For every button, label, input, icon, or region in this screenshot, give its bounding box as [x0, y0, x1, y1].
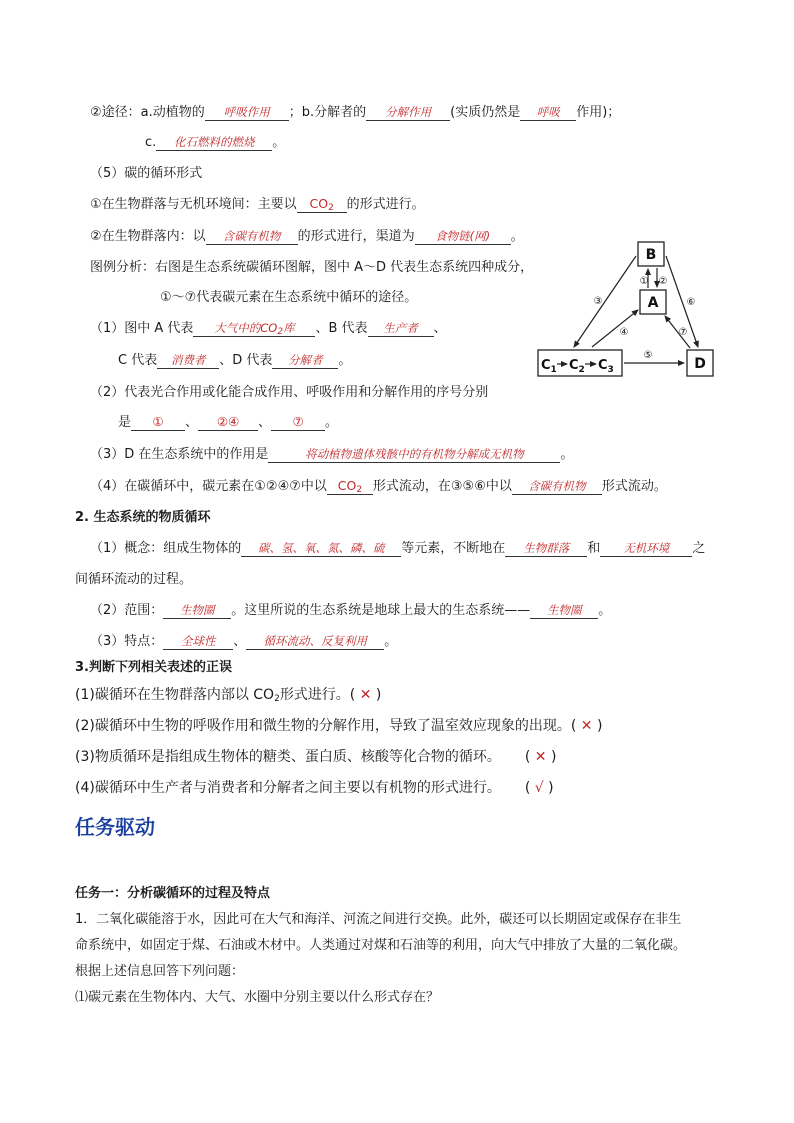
blank-elements: 碳、氢、氧、氮、磷、硫	[241, 540, 401, 557]
concept-line-2: 间循环流动的过程。	[75, 572, 193, 587]
question-1-line-2: C 代表 消费者 、D 代表 分解者 。	[118, 353, 352, 368]
concept-line-1: （1）概念：组成生物体的 碳、氢、氧、氮、磷、硫 等元素，不断地在 生物群落 和 无机环境 之	[90, 541, 706, 556]
pathway-line-c: c. 化石燃料的燃烧 。	[145, 135, 286, 150]
blank-d-role: 将动植物遗体残骸中的有机物分解成无机物	[268, 446, 560, 463]
blank-respiration-no: ②④	[198, 414, 258, 431]
blank-respiration: 呼吸作用	[205, 104, 289, 121]
cycle-form-line-2: ②在生物群落内：以 含碳有机物 的形式进行，渠道为 食物链(网) 。	[90, 229, 524, 244]
task-1-paragraph-line-3: 根据上述信息回答下列问题：	[75, 964, 245, 979]
question-3: （3）D 在生态系统中的作用是 将动植物遗体残骸中的有机物分解成无机物 。	[90, 447, 574, 462]
question-4: （4）在碳循环中，碳元素在①②④⑦中以 $CO_2$ 形式流动，在③⑤⑥中以 含碳有机物 形式流动。	[90, 478, 667, 495]
label-c2: $C_2$	[569, 358, 585, 375]
judgement-1: (1)碳循环在生物群落内部以 $CO_2$形式进行。( ✕ )	[75, 687, 382, 704]
blank-biosphere-1: 生物圈	[163, 602, 231, 619]
blank-fossil-fuel: 化石燃料的燃烧	[156, 134, 272, 151]
blank-decomposition-no: ⑦	[271, 414, 325, 431]
blank-c: 消费者	[157, 352, 219, 369]
diagram-intro-line-1: 图例分析：右图是生态系统碳循环图解，图中 A～D 代表生态系统四种成分，	[90, 260, 534, 275]
label-n1: ①	[639, 276, 649, 287]
label-n7: ⑦	[678, 327, 688, 338]
blank-organic-carbon: 含碳有机物	[206, 228, 298, 245]
section-heading-task-driven: 任务驱动	[75, 815, 155, 839]
carbon-cycle-diagram	[532, 240, 722, 382]
question-1-line-1: （1）图中 A 代表 大气中的$CO_2$库 、B 代表 生产者 、	[90, 321, 447, 337]
label-n3: ③	[593, 296, 603, 307]
blank-cycling: 循环流动、反复利用	[246, 633, 384, 650]
judgement-4: (4)碳循环中生产者与消费者和分解者之间主要以有机物的形式进行。 ( √ )	[75, 780, 554, 796]
label-c1: $C_1$	[541, 358, 557, 375]
blank-co2: $CO_2$	[297, 196, 347, 213]
pathway-line-a-b: ②途径：a.动植物的 呼吸作用 ；b.分解者的 分解作用 (实质仍然是 呼吸 作用)；	[90, 105, 621, 120]
label-n2: ②	[658, 276, 668, 287]
label-d: D	[694, 356, 706, 372]
arrow-c-to-a	[592, 310, 638, 347]
blank-organic-flow: 含碳有机物	[512, 478, 602, 495]
blank-respiration-essence: 呼吸	[520, 104, 576, 121]
task-1-question-1: ⑴碳元素在生物体内、大气、水圈中分别主要以什么形式存在？	[75, 990, 440, 1005]
blank-abiotic-environment: 无机环境	[600, 540, 692, 557]
blank-biosphere-2: 生物圈	[530, 602, 598, 619]
judgement-3: (3)物质循环是指组成生物体的糖类、蛋白质、核酸等化合物的循环。 ( ✕ )	[75, 749, 557, 765]
blank-b: 生产者	[368, 320, 434, 337]
question-2-line-1: （2）代表光合作用或化能合成作用、呼吸作用和分解作用的序号分别	[90, 385, 489, 400]
blank-a: 大气中的$CO_2$库	[193, 320, 315, 337]
task-1-paragraph-line-1: 1．二氧化碳能溶于水，因此可在大气和海洋、河流之间进行交换。此外，碳还可以长期固定或保存在非生	[75, 912, 682, 927]
subheading-carbon-cycle-form: （5）碳的循环形式	[90, 166, 203, 181]
diagram-intro-line-2: ①～⑦代表碳元素在生态系统中循环的途径。	[160, 290, 418, 305]
label-c3: $C_3$	[598, 358, 614, 375]
blank-biotic-community: 生物群落	[505, 540, 587, 557]
blank-food-chain: 食物链(网)	[415, 228, 511, 245]
blank-photosynthesis-no: ①	[131, 414, 185, 431]
wrong-mark: ✕	[355, 687, 376, 703]
wrong-mark: ✕	[530, 749, 551, 765]
task-1-paragraph-line-2: 命系统中，如固定于煤、石油或木材中。人类通过对煤和石油等的利用，向大气中排放了大量的二氧化碳。	[75, 938, 687, 953]
task-1-title: 任务一：分析碳循环的过程及特点	[75, 886, 271, 901]
cycle-form-line-1: ①在生物群落与无机环境间：主要以 $CO_2$ 的形式进行。	[90, 196, 425, 213]
judgement-2: (2)碳循环中生物的呼吸作用和微生物的分解作用，导致了温室效应现象的出现。( ✕ )	[75, 718, 603, 734]
section-2-title: 2. 生态系统的物质循环	[75, 510, 211, 525]
section-3-title: 3.判断下列相关表述的正误	[75, 660, 232, 675]
label-a: A	[647, 295, 659, 311]
check-mark: √	[530, 780, 549, 796]
wrong-mark: ✕	[576, 718, 597, 734]
blank-decomposition: 分解作用	[366, 104, 450, 121]
blank-co2-flow: $CO_2$	[327, 478, 373, 495]
label-n6: ⑥	[686, 297, 696, 308]
label-n4: ④	[619, 327, 629, 338]
label-b: B	[645, 247, 657, 263]
blank-global: 全球性	[163, 633, 233, 650]
feature-line: （3）特点： 全球性 、 循环流动、反复利用 。	[90, 634, 398, 649]
blank-d: 分解者	[272, 352, 338, 369]
label-n5: ⑤	[643, 350, 653, 361]
scope-line: （2）范围： 生物圈 。这里所说的生态系统是地球上最大的生态系统—— 生物圈 。	[90, 603, 612, 618]
question-2-line-2: 是 ① 、 ②④ 、 ⑦ 。	[118, 414, 339, 430]
